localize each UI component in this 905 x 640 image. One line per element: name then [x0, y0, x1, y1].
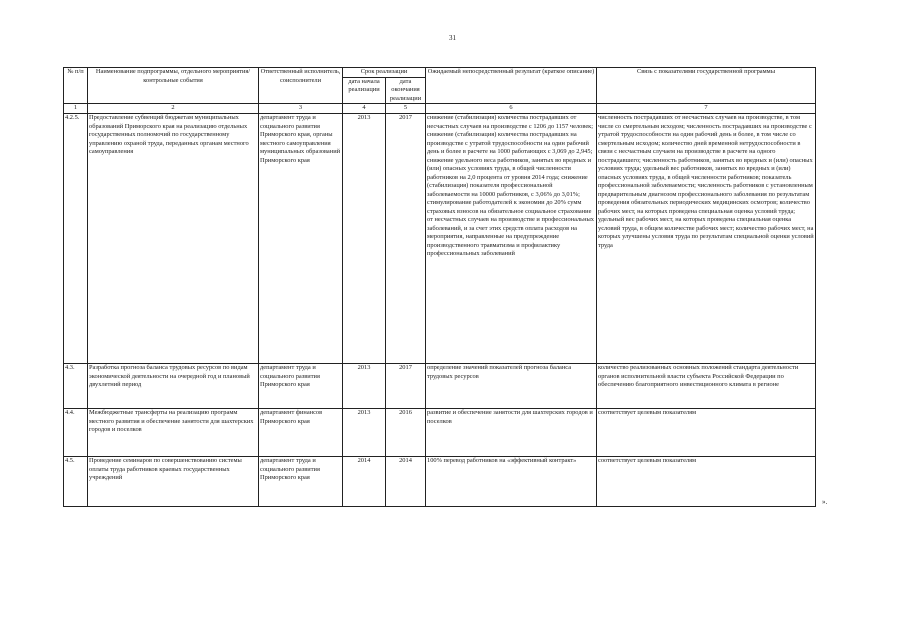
row-name: Разработка прогноза баланса трудовых ресурсов по видам экономической деятельности на очередной год и плановый двухлетний период — [88, 364, 259, 409]
row-start: 2014 — [343, 457, 386, 507]
row-responsible: департамент труда и социального развития Приморского края, органы местного самоуправления муниципальных образований Приморского края — [259, 114, 343, 364]
row-name: Межбюджетные трансферты на реализацию программ местного развития и обеспечение занятости для шахтерских городов и поселков — [88, 409, 259, 457]
row-start: 2013 — [343, 114, 386, 364]
row-responsible: департамент труда и социального развития Приморского края — [259, 364, 343, 409]
table-row — [64, 364, 816, 409]
row-result: развитие и обеспечение занятости для шахтерских городов и поселков — [426, 409, 597, 457]
header-end: дата окончания реализации — [386, 77, 426, 104]
row-end: 2017 — [386, 114, 426, 364]
row-start: 2013 — [343, 364, 386, 409]
row-result: 100% перевод работников на «эффективный контракт» — [426, 457, 597, 507]
row-link: соответствует целевым показателям — [597, 409, 816, 457]
row-num: 4.5. — [64, 457, 88, 507]
row-link: численность пострадавших от несчастных случаев на производстве, в том числе со смертельным исходом; численность пострадавших на производстве с утратой трудоспособности на один рабочий день и более, в том числе со смертельным исходом; количество дней временной нетрудоспособности в связи с несчастным случаем на производстве в расчете на одного пострадавшего; численность работников, занятых во вредных и (или) опасных условиях труда; удельный вес работников, занятых во вредных и (или) опасных условиях труда, в общей численности работников; показатель профессиональной заболеваемости; численность работников с установленным предварительным диагнозом профессионального заболевания по результатам проведения обязательных периодических медицинских осмотров; количество рабочих мест, на которых проведена специальная оценка условий труда; удельный вес рабочих мест, на которых проведена специальная оценка условий труда, в общем количестве рабочих мест; количество рабочих мест, на которых улучшены условия труда по результатам специальной оценки условий труда — [597, 114, 816, 364]
header-num: № п/п — [64, 68, 88, 104]
row-start: 2013 — [343, 409, 386, 457]
column-number: 3 — [259, 104, 343, 114]
table-row — [64, 457, 816, 507]
row-result: снижение (стабилизация) количества пострадавших от несчастных случаев на производстве с 1206 до 1157 человек; снижение (стабилизация) количества пострадавших на производстве с утратой трудоспособности на один рабочий день и более в расчете на 1000 работающих с 3,069 до 2,945; снижение удельного веса работников, занятых во вредных и (или) опасных условиях труда, в общей численности работников на 2,0 процента от уровня 2014 года; снижение (стабилизация) показателя профессиональной заболеваемости на 10000 работников, с 3,06% до 3,01%; стимулирование работодателей к экономии до 20% сумм страховых взносов на обязательное социальное страхование от несчастных случаев на производстве и профессиональных заболеваний, и за счет этих средств оплата расходов на мероприятия, направленные на предупреждение производственного травматизма и профилактику профессиональных заболеваний — [426, 114, 597, 364]
row-name: Предоставление субвенций бюджетам муниципальных образований Приморского края на реализацию отдельных государственных полномочий по государственному управлению охраной труда, переданных органам местного самоуправления — [88, 114, 259, 364]
column-number: 6 — [426, 104, 597, 114]
table-row — [64, 114, 816, 364]
header-link: Связь с показателями государственной программы — [597, 68, 816, 104]
column-number-row — [64, 104, 816, 114]
row-result: определение значений показателей прогноза баланса трудовых ресурсов — [426, 364, 597, 409]
row-name: Проведение семинаров по совершенствованию системы оплаты труда работников краевых государственных учреждений — [88, 457, 259, 507]
column-number: 1 — [64, 104, 88, 114]
closing-quote-mark: ». — [822, 498, 828, 506]
row-responsible: департамент финансов Приморского края — [259, 409, 343, 457]
header-start: дата начала реализации — [343, 77, 386, 104]
column-number: 2 — [88, 104, 259, 114]
header-result: Ожидаемый непосредственный результат (краткое описание) — [426, 68, 597, 104]
row-responsible: департамент труда и социального развития Приморского края — [259, 457, 343, 507]
row-num: 4.3. — [64, 364, 88, 409]
row-link: соответствует целевым показателям — [597, 457, 816, 507]
column-number: 4 — [343, 104, 386, 114]
column-number: 5 — [386, 104, 426, 114]
program-activities-table — [63, 67, 816, 507]
row-num: 4.4. — [64, 409, 88, 457]
header-period: Срок реализации — [343, 68, 426, 78]
row-end: 2016 — [386, 409, 426, 457]
row-num: 4.2.5. — [64, 114, 88, 364]
header-responsible: Ответственный исполнитель, соисполнители — [259, 68, 343, 104]
page-number: 31 — [449, 34, 456, 42]
column-number: 7 — [597, 104, 816, 114]
row-end: 2014 — [386, 457, 426, 507]
table-row — [64, 409, 816, 457]
row-end: 2017 — [386, 364, 426, 409]
header-name: Наименование подпрограммы, отдельного мероприятия/ контрольные события — [88, 68, 259, 104]
row-link: количество реализованных основных положений стандарта деятельности органов исполнительной власти субъекта Российской Федерации по обеспечению благоприятного инвестиционного климата в регионе — [597, 364, 816, 409]
